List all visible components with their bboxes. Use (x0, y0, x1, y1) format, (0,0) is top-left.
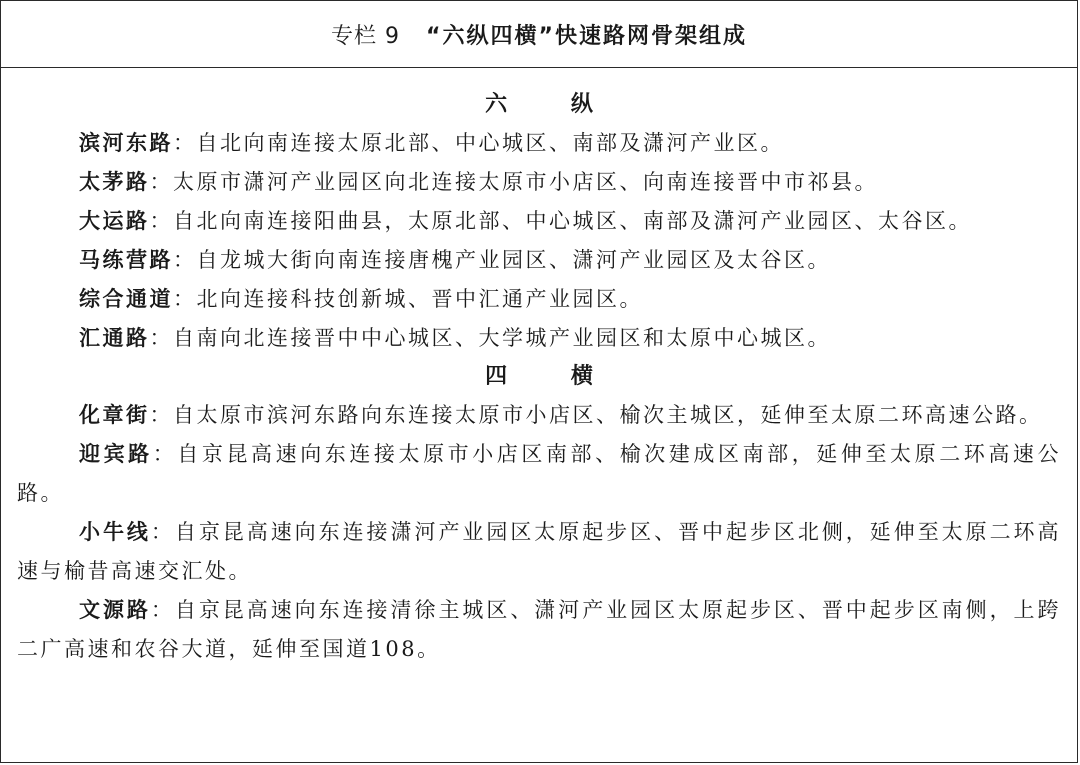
route-description: ：自京昆高速向东连接潇河产业园区太原起步区、晋中起步区北侧，延伸至太原二环高速与榆昔高速交汇处。 (17, 520, 1061, 583)
route-name: 马练营路 (79, 248, 173, 272)
route-description: ：自南向北连接晋中中心城区、大学城产业园区和太原中心城区。 (149, 326, 831, 350)
route-item-horizontal (17, 435, 1061, 513)
section-heading-vertical: 六 纵 (485, 92, 621, 117)
route-description: ：自龙城大街向南连接唐槐产业园区、潇河产业园区及太谷区。 (173, 248, 831, 272)
route-name: 太茅路 (79, 170, 150, 194)
route-name: 汇通路 (79, 326, 150, 350)
route-item-vertical (17, 319, 1061, 358)
column-label: 专栏 9 (331, 23, 401, 49)
route-description: ：自京昆高速向东连接清徐主城区、潇河产业园区太原起步区、晋中起步区南侧，上跨二广高速和农谷大道，延伸至国道108。 (17, 598, 1061, 661)
route-item-vertical (17, 280, 1061, 319)
route-item-horizontal (17, 591, 1061, 669)
route-description: ：自北向南连接太原北部、中心城区、南部及潇河产业区。 (173, 131, 784, 155)
column-content (1, 68, 1077, 669)
route-name: 综合通道 (79, 287, 173, 311)
route-name: 化章街 (79, 403, 150, 427)
route-name: 滨河东路 (79, 131, 173, 155)
section-heading-horizontal: 四 横 (485, 364, 621, 389)
route-description: ：自太原市滨河东路向东连接太原市小店区、榆次主城区，延伸至太原二环高速公路。 (149, 403, 1043, 427)
route-name: 文源路 (79, 598, 151, 622)
column-header (1, 1, 1077, 68)
route-description: ：自京昆高速向东连接太原市小店区南部、榆次建成区南部，延伸至太原二环高速公路。 (17, 442, 1062, 505)
column-title: “六纵四横”快速路网骨架组成 (426, 23, 747, 49)
route-item-vertical (17, 124, 1061, 163)
route-item-vertical (17, 241, 1061, 280)
route-name: 小牛线 (79, 520, 151, 544)
route-description: ：北向连接科技创新城、晋中汇通产业园区。 (173, 287, 643, 311)
route-description: ：自北向南连接阳曲县，太原北部、中心城区、南部及潇河产业园区、太谷区。 (149, 209, 972, 233)
route-name: 大运路 (79, 209, 150, 233)
route-item-vertical (17, 202, 1061, 241)
route-name: 迎宾路 (79, 442, 153, 466)
route-item-horizontal (17, 396, 1061, 435)
route-description: ：太原市潇河产业园区向北连接太原市小店区、向南连接晋中市祁县。 (149, 170, 878, 194)
route-item-horizontal (17, 513, 1061, 591)
route-item-vertical (17, 163, 1061, 202)
